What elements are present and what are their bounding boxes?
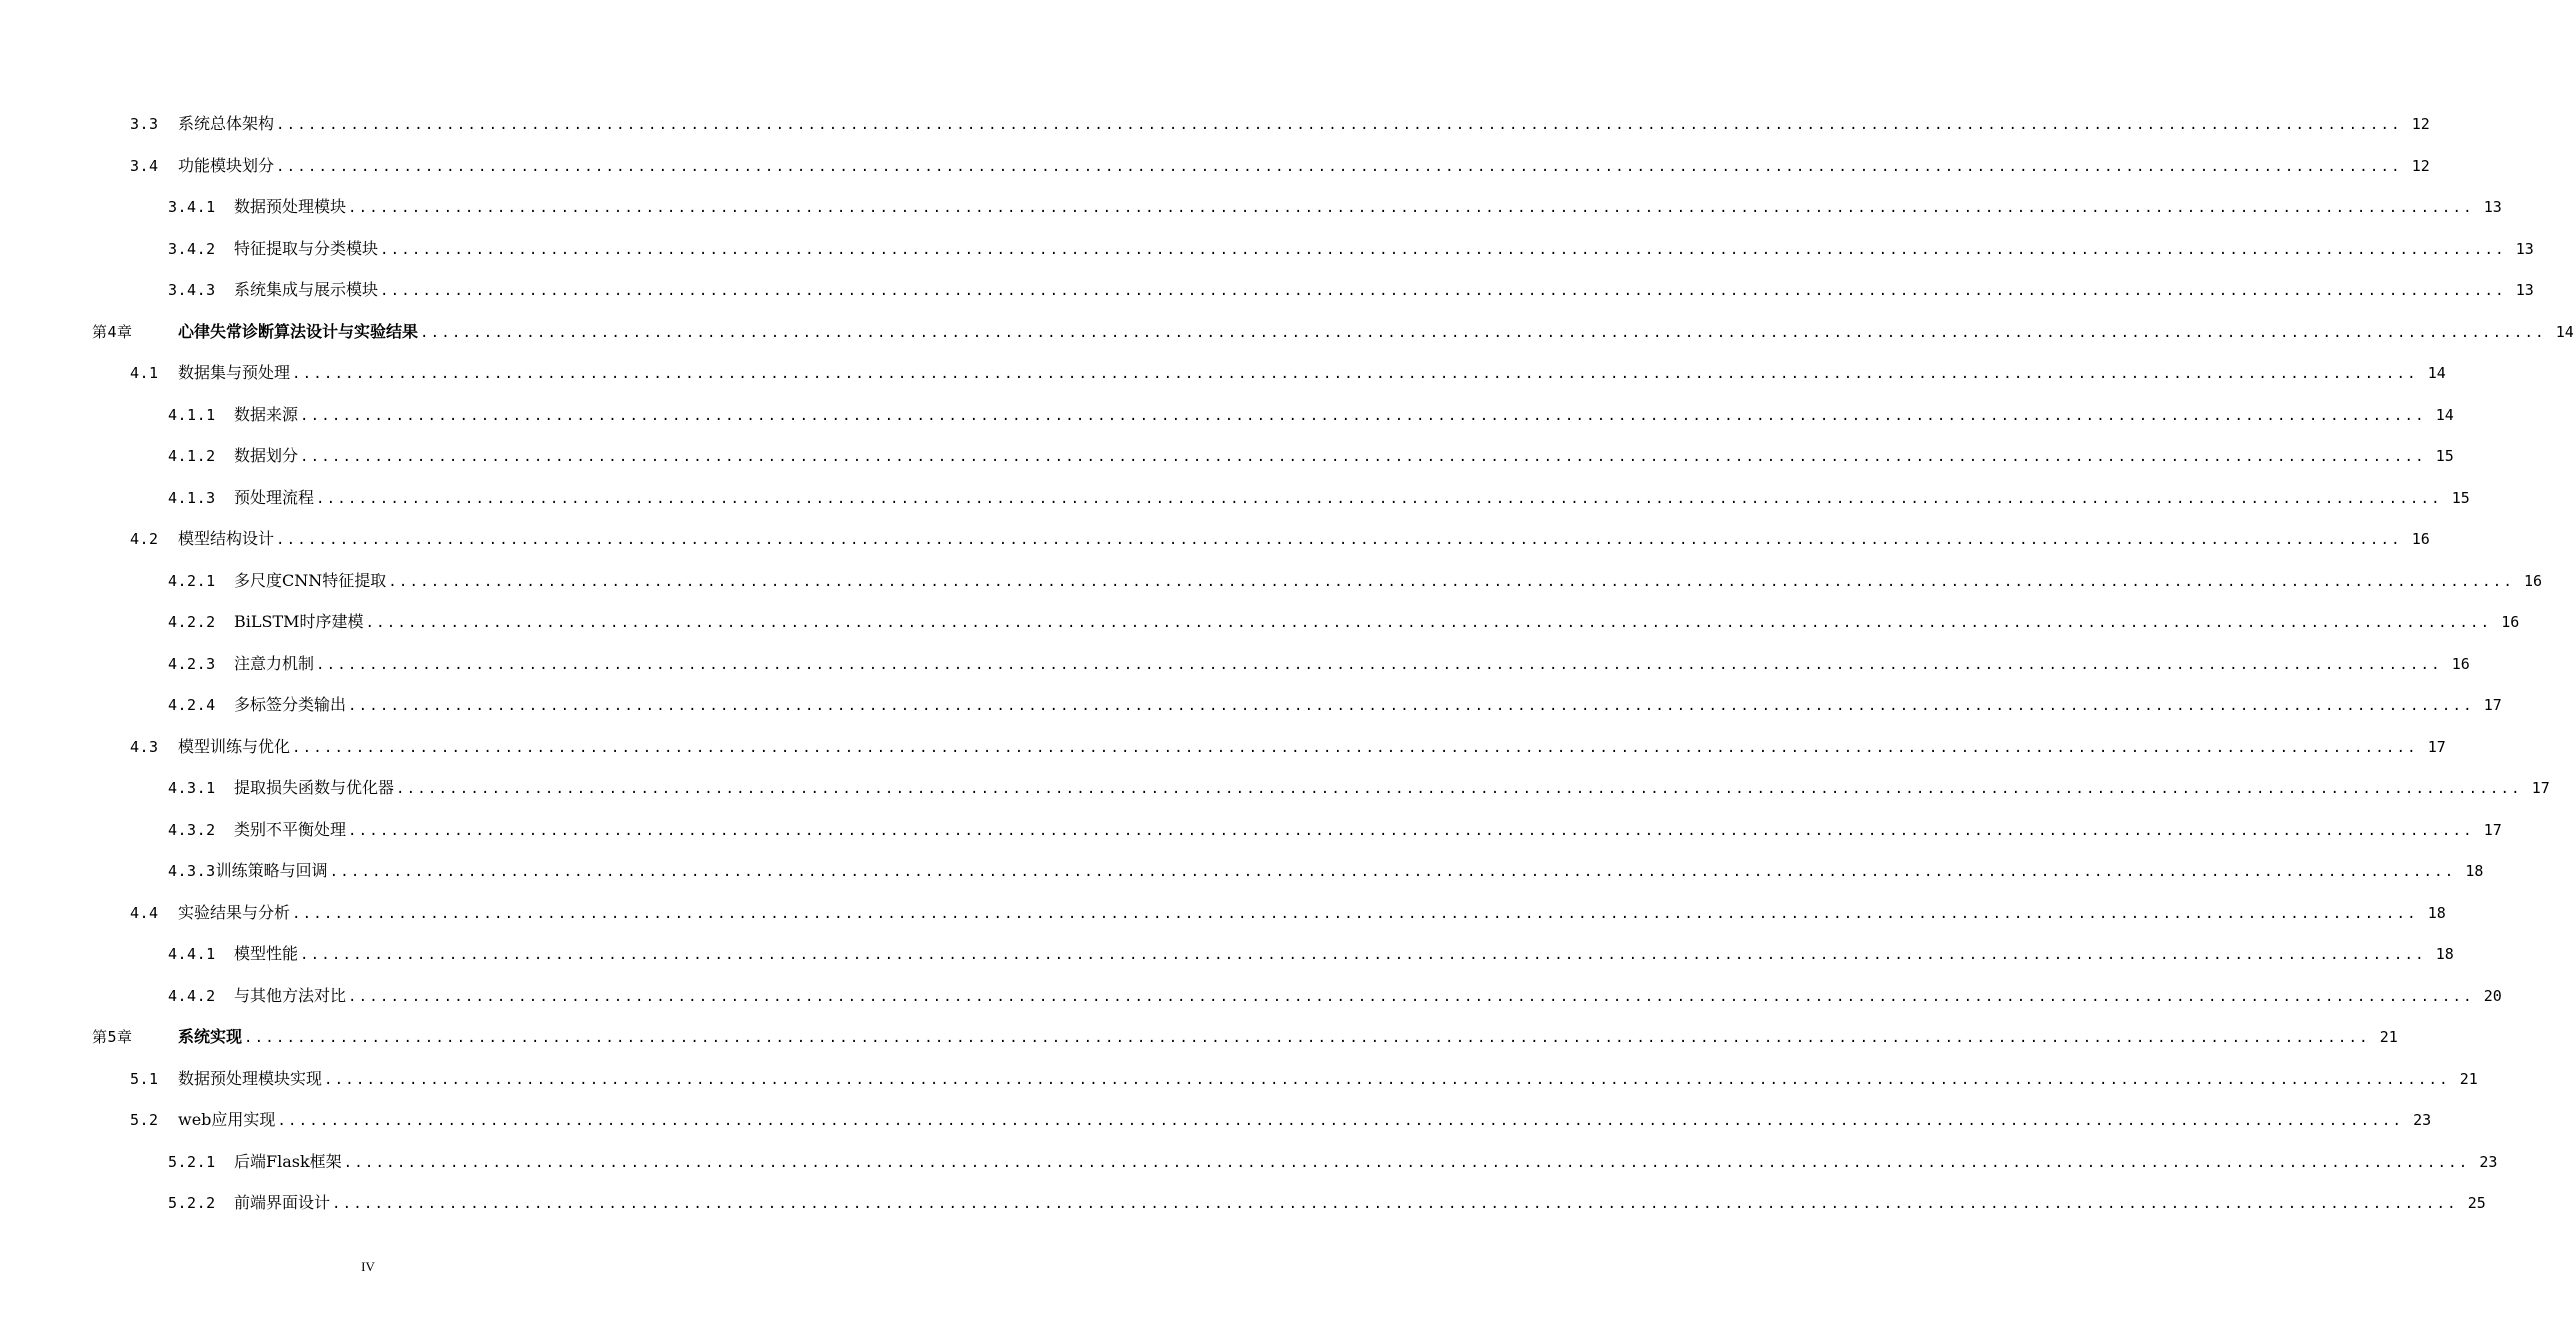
toc-entry-page: 23 <box>2413 1111 2432 1129</box>
toc-entry-title: 模型训练与优化 <box>178 736 291 756</box>
toc-entry-title: 实验结果与分析 <box>178 902 291 922</box>
toc-entry-number: 第4章 <box>92 322 133 341</box>
toc-entry-number: 5.2.2 <box>168 1194 216 1212</box>
toc-entry-page: 20 <box>2483 986 2502 1005</box>
toc-entry[interactable] <box>0 940 2454 968</box>
toc-entry[interactable] <box>0 650 2470 678</box>
toc-entry-page: 12 <box>2411 115 2430 133</box>
toc-entry-page: 16 <box>2451 654 2470 673</box>
toc-entry-title: 心律失常诊断算法设计与实验结果 <box>178 321 419 341</box>
toc-entry[interactable] <box>0 193 2502 221</box>
dot-leader: ........................................................................................................................................................................................................ <box>380 283 2506 299</box>
toc-entry[interactable] <box>0 152 2430 180</box>
toc-entry-page: 21 <box>2379 1028 2398 1046</box>
dot-leader: ........................................................................................................................................................................................................ <box>348 200 2474 216</box>
toc-entry[interactable] <box>0 359 2446 387</box>
toc-entry-number: 4.3.2 <box>168 820 216 839</box>
dot-leader: ........................................................................................................................................................................................................ <box>276 158 2402 175</box>
toc-entry-title: 数据预处理模块 <box>234 197 347 216</box>
toc-entry-page: 16 <box>2411 530 2430 548</box>
toc-entry-number: 4.2.1 <box>168 571 216 590</box>
toc-entry-title: 多标签分类输出 <box>234 695 347 714</box>
toc-entry-number: 3.4 <box>130 156 159 175</box>
toc-entry-title: 数据来源 <box>234 404 299 424</box>
toc-entry[interactable] <box>0 982 2502 1010</box>
toc-entry-title: 注意力机制 <box>234 653 315 673</box>
toc-entry-number: 4.3 <box>130 737 159 756</box>
page-number: IV <box>361 1259 375 1274</box>
toc-entry-number: 4.1.3 <box>168 488 216 507</box>
toc-entry-page: 12 <box>2411 156 2430 175</box>
toc-entry-title: 数据预处理模块实现 <box>178 1068 323 1088</box>
toc-entry-title: 系统实现 <box>178 1027 243 1046</box>
dot-leader: ........................................................................................................................................................................................................ <box>348 698 2474 714</box>
toc-entry-page: 23 <box>2479 1152 2498 1171</box>
toc-entry-title: 与其他方法对比 <box>234 985 347 1005</box>
toc-entry-page: 16 <box>2523 571 2542 590</box>
toc-entry-title: web应用实现 <box>178 1110 276 1129</box>
toc-entry-title: 特征提取与分类模块 <box>234 238 379 258</box>
toc-entry-page: 13 <box>2515 239 2534 258</box>
toc-entry-page: 16 <box>2501 613 2520 631</box>
toc-entry-number: 3.3 <box>130 115 159 133</box>
dot-leader: ........................................................................................................................................................................................................ <box>348 988 2474 1005</box>
toc-entry-number: 4.4.2 <box>168 986 216 1005</box>
toc-entry[interactable] <box>0 318 2574 346</box>
toc-entry-page: 15 <box>2451 488 2470 507</box>
toc-entry-title: 提取损失函数与优化器 <box>234 778 395 797</box>
toc-entry-page: 14 <box>2435 405 2454 424</box>
dot-leader: ........................................................................................................................................................................................................ <box>329 864 2456 880</box>
dot-leader: ........................................................................................................................................................................................................ <box>343 1154 2470 1171</box>
toc-entry-page: 13 <box>2515 281 2534 299</box>
toc-entry-number: 4.4 <box>130 903 159 922</box>
toc-entry-page: 17 <box>2531 779 2550 797</box>
toc-entry[interactable] <box>0 276 2534 304</box>
toc-entry[interactable] <box>0 1148 2498 1176</box>
dot-leader: ........................................................................................................................................................................................................ <box>292 905 2418 922</box>
toc-entry-number: 4.2.2 <box>168 613 216 631</box>
toc-entry[interactable] <box>0 525 2430 553</box>
dot-leader: ........................................................................................................................................................................................................ <box>300 449 2426 465</box>
toc-entry-number: 4.2 <box>130 530 159 548</box>
dot-leader: ........................................................................................................................................................................................................ <box>300 947 2426 963</box>
toc-entry[interactable] <box>0 1023 2398 1051</box>
dot-leader: ........................................................................................................................................................................................................ <box>348 822 2474 839</box>
toc-entry[interactable] <box>0 816 2502 844</box>
toc-entry-number: 4.2.3 <box>168 654 216 673</box>
dot-leader: ........................................................................................................................................................................................................ <box>316 490 2442 507</box>
toc-entry-number: 3.4.2 <box>168 239 216 258</box>
toc-entry[interactable] <box>0 235 2534 263</box>
toc-entry-number: 5.2.1 <box>168 1152 216 1171</box>
toc-entry[interactable] <box>0 691 2502 719</box>
toc-entry[interactable] <box>0 608 2520 636</box>
toc-entry-page: 21 <box>2459 1069 2478 1088</box>
toc-entry-number: 4.3.3 <box>168 862 216 880</box>
toc-entry-number: 3.4.3 <box>168 281 216 299</box>
dot-leader: ........................................................................................................................................................................................................ <box>420 324 2546 341</box>
toc-entry[interactable] <box>0 1065 2478 1093</box>
dot-leader: ........................................................................................................................................................................................................ <box>316 656 2442 673</box>
toc-entry-number: 3.4.1 <box>168 198 216 216</box>
toc-entry-title: 数据划分 <box>234 446 299 465</box>
toc-entry-page: 14 <box>2427 364 2446 382</box>
toc-entry[interactable] <box>0 110 2430 138</box>
toc-entry-title: 多尺度CNN特征提取 <box>234 570 387 590</box>
toc-entry-title: 训练策略与回调 <box>215 861 328 880</box>
toc-entry[interactable] <box>0 1189 2486 1217</box>
dot-leader: ........................................................................................................................................................................................................ <box>388 573 2514 590</box>
toc-entry-title: 系统集成与展示模块 <box>234 280 379 299</box>
toc-entry[interactable] <box>0 1106 2432 1134</box>
dot-leader: ........................................................................................................................................................................................................ <box>277 1113 2404 1129</box>
toc-entry-page: 15 <box>2435 447 2454 465</box>
toc-entry-number: 4.2.4 <box>168 696 216 714</box>
toc-entry[interactable] <box>0 401 2454 429</box>
toc-entry[interactable] <box>0 442 2454 470</box>
dot-leader: ........................................................................................................................................................................................................ <box>300 407 2426 424</box>
toc-entry-title: 类别不平衡处理 <box>234 819 347 839</box>
toc-entry-title: 模型性能 <box>234 944 299 963</box>
toc-entry-title: 模型结构设计 <box>178 529 275 548</box>
toc-entry-number: 4.4.1 <box>168 945 216 963</box>
toc-entry[interactable] <box>0 774 2550 802</box>
toc-entry[interactable] <box>0 899 2446 927</box>
toc-entry-number: 4.1.2 <box>168 447 216 465</box>
dot-leader: ........................................................................................................................................................................................................ <box>276 117 2402 133</box>
toc-entry-page: 17 <box>2427 737 2446 756</box>
toc-entry-number: 第5章 <box>92 1028 133 1046</box>
dot-leader: ........................................................................................................................................................................................................ <box>396 781 2522 797</box>
dot-leader: ........................................................................................................................................................................................................ <box>292 366 2418 382</box>
toc-entry-page: 13 <box>2483 198 2502 216</box>
toc-entry-title: 后端Flask框架 <box>234 1151 342 1171</box>
toc-entry-title: 数据集与预处理 <box>178 363 291 382</box>
toc-entry[interactable] <box>0 857 2484 885</box>
dot-leader: ........................................................................................................................................................................................................ <box>332 1196 2458 1212</box>
toc-entry-title: 系统总体架构 <box>178 114 275 133</box>
dot-leader: ........................................................................................................................................................................................................ <box>276 532 2402 548</box>
toc-entry-title: 功能模块划分 <box>178 155 275 175</box>
toc-entry-page: 17 <box>2483 696 2502 714</box>
toc-entry[interactable] <box>0 484 2470 512</box>
dot-leader: ........................................................................................................................................................................................................ <box>380 241 2506 258</box>
dot-leader: ........................................................................................................................................................................................................ <box>244 1030 2370 1046</box>
toc-entry-number: 4.1 <box>130 364 159 382</box>
toc-entry-page: 18 <box>2427 903 2446 922</box>
toc-entry-number: 5.2 <box>130 1111 159 1129</box>
toc-entry-title: 预处理流程 <box>234 487 315 507</box>
toc-entry-page: 25 <box>2467 1194 2486 1212</box>
dot-leader: ........................................................................................................................................................................................................ <box>292 739 2418 756</box>
toc-entry-page: 18 <box>2465 862 2484 880</box>
toc-entry-page: 18 <box>2435 945 2454 963</box>
dot-leader: ........................................................................................................................................................................................................ <box>365 615 2492 631</box>
toc-entry-number: 4.1.1 <box>168 405 216 424</box>
toc-entry-title: BiLSTM时序建模 <box>234 612 364 631</box>
toc-entry-page: 14 <box>2555 322 2574 341</box>
toc-entry-number: 5.1 <box>130 1069 159 1088</box>
toc-entry-title: 前端界面设计 <box>234 1193 331 1212</box>
toc-entry[interactable] <box>0 567 2542 595</box>
dot-leader: ........................................................................................................................................................................................................ <box>324 1071 2450 1088</box>
toc-entry[interactable] <box>0 733 2446 761</box>
toc-entry-number: 4.3.1 <box>168 779 216 797</box>
toc-entry-page: 17 <box>2483 820 2502 839</box>
